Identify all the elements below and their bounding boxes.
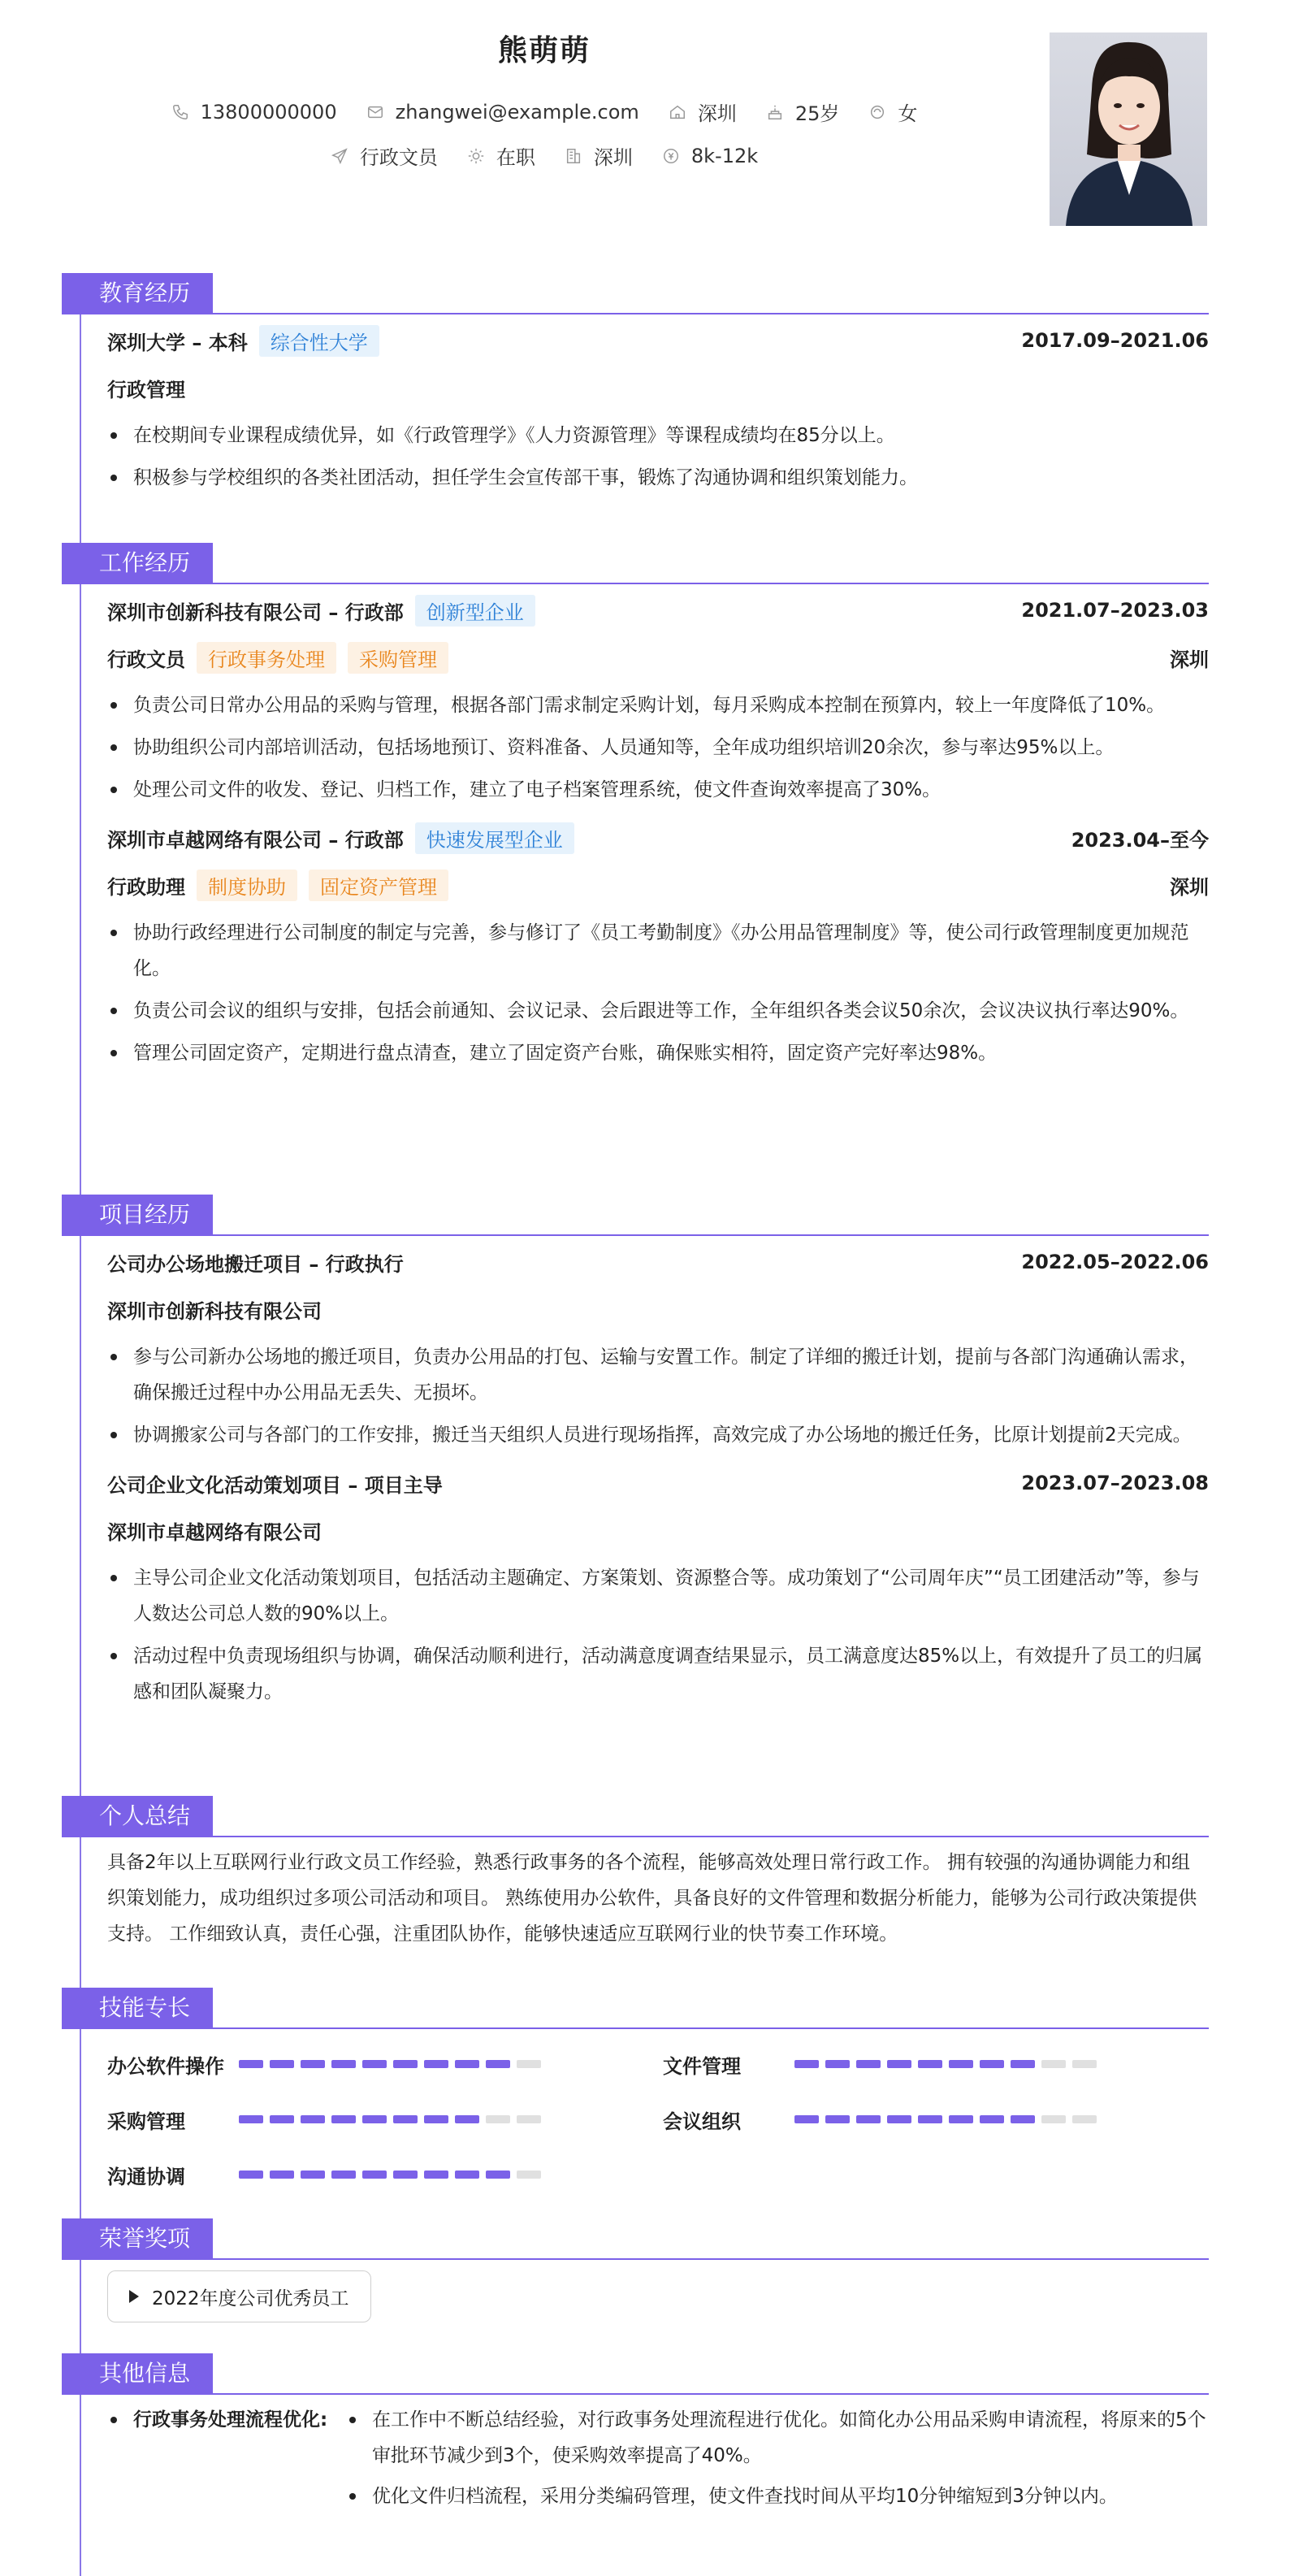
gender-item xyxy=(868,98,917,126)
list-item: 管理公司固定资产，定期进行盘点清查，建立了固定资产台账，确保账实相符，固定资产完好率达98%。 xyxy=(107,1035,1209,1071)
skill-level-bar xyxy=(239,2060,548,2068)
phone-item xyxy=(171,101,337,124)
award-item[interactable] xyxy=(107,2270,371,2322)
section-divider xyxy=(62,2393,1209,2395)
phone-text: 13800000000 xyxy=(200,100,337,124)
other-section xyxy=(62,2353,1209,2519)
education-title: 教育经历 xyxy=(62,273,213,314)
work-title: 工作经历 xyxy=(62,543,213,583)
skill-level-segment xyxy=(424,2060,448,2068)
major-name: 行政管理 xyxy=(107,378,185,401)
triangle-right-icon xyxy=(129,2290,139,2303)
section-divider xyxy=(62,1234,1209,1236)
skill-level-bar xyxy=(239,2171,548,2179)
list-item: 协助行政经理进行公司制度的制定与完善，参与修订了《员工考勤制度》《办公用品管理制度》等，使公司行政管理制度更加规范化。 xyxy=(107,915,1209,987)
skill-level-segment xyxy=(362,2060,387,2068)
skill-level-segment xyxy=(794,2115,819,2123)
skill-level-segment xyxy=(393,2060,418,2068)
phone-icon xyxy=(171,103,189,121)
skills-section xyxy=(62,1988,1209,2189)
summary-header xyxy=(62,1796,1209,1837)
role-name: 行政助理 xyxy=(107,875,185,899)
skill-level-segment xyxy=(301,2115,325,2123)
section-divider xyxy=(62,583,1209,584)
list-item: 负责公司日常办公用品的采购与管理，根据各部门需求制定采购计划，每月采购成本控制在预算内，较上一年度降低了10%。 xyxy=(107,687,1209,723)
skill-level-segment xyxy=(239,2060,263,2068)
company-name: 深圳市卓越网络有限公司 – 行政部 xyxy=(107,828,404,852)
role-skill-tag: 行政事务处理 xyxy=(197,642,336,674)
honors-header xyxy=(62,2218,1209,2259)
list-item: 协调搬家公司与各部门的工作安排，搬迁当天组织人员进行现场指挥，高效完成了办公场地的搬迁任务，比原计划提前2天完成。 xyxy=(107,1417,1209,1453)
skill-level-segment xyxy=(918,2060,942,2068)
skill-level-segment xyxy=(270,2060,294,2068)
skill-level-segment xyxy=(331,2171,356,2179)
position-text: 行政文员 xyxy=(359,146,438,169)
candidate-name: 熊萌萌 xyxy=(497,34,591,67)
education-section xyxy=(62,273,1209,502)
role-skill-tag: 固定资产管理 xyxy=(309,870,448,901)
skill-level-segment xyxy=(1072,2060,1097,2068)
summary-title: 个人总结 xyxy=(62,1796,213,1837)
project-company-row xyxy=(107,1507,1209,1554)
section-divider xyxy=(62,2027,1209,2029)
skill-level-segment xyxy=(825,2115,850,2123)
salary-icon xyxy=(662,147,680,165)
list-item: 处理公司文件的收发、登记、归档工作，建立了电子档案管理系统，使文件查询效率提高了30%。 xyxy=(107,772,1209,808)
email-item xyxy=(366,101,639,124)
skill-level-segment xyxy=(918,2115,942,2123)
award-text: 2022年度公司优秀员工 xyxy=(152,2288,349,2309)
skill-name: 文件管理 xyxy=(663,2054,741,2078)
age-item xyxy=(766,98,840,126)
project-name: 公司企业文化活动策划项目 – 项目主导 xyxy=(107,1473,443,1497)
education-header xyxy=(62,273,1209,314)
section-divider xyxy=(62,313,1209,314)
role-skill-tag: 采购管理 xyxy=(348,642,448,674)
gender-text: 女 xyxy=(898,102,918,125)
skill-level-segment xyxy=(856,2115,881,2123)
skill-level-segment xyxy=(517,2060,541,2068)
skill-level-bar xyxy=(794,2115,1103,2123)
project-company: 深圳市创新科技有限公司 xyxy=(107,1299,322,1323)
skill-level-segment xyxy=(1041,2115,1066,2123)
skills-title: 技能专长 xyxy=(62,1988,213,2028)
other-title: 其他信息 xyxy=(62,2353,213,2394)
company-name: 深圳市创新科技有限公司 – 行政部 xyxy=(107,601,404,624)
skill-level-segment xyxy=(270,2115,294,2123)
skill-name: 办公软件操作 xyxy=(107,2054,224,2078)
city-text: 深圳 xyxy=(593,146,633,169)
skill-item xyxy=(107,2105,663,2134)
skills-grid xyxy=(107,2049,1209,2189)
skill-level-segment xyxy=(1011,2115,1035,2123)
project-date: 2023.07–2023.08 xyxy=(1021,1472,1209,1494)
salary-item xyxy=(662,145,758,167)
honors-section xyxy=(62,2218,1209,2322)
skill-level-segment xyxy=(393,2171,418,2179)
job-date: 2021.07–2023.03 xyxy=(1021,599,1209,622)
skill-item xyxy=(107,2049,663,2079)
skill-level-segment xyxy=(856,2060,881,2068)
skill-name: 沟通协调 xyxy=(107,2165,185,2188)
list-item: 优化文件归档流程，采用分类编码管理，使文件查找时间从平均10分钟缩短到3分钟以内。 xyxy=(346,2478,1209,2514)
school-name: 深圳大学 – 本科 xyxy=(107,331,248,354)
skill-level-segment xyxy=(1072,2115,1097,2123)
skill-level-segment xyxy=(486,2115,510,2123)
skill-level-segment xyxy=(362,2171,387,2179)
job-city: 深圳 xyxy=(1170,648,1209,671)
education-date: 2017.09–2021.06 xyxy=(1021,329,1209,352)
section-divider xyxy=(62,2258,1209,2260)
gender-icon xyxy=(868,103,886,121)
list-item: 活动过程中负责现场组织与协调，确保活动顺利进行，活动满意度调查结果显示，员工满意度达85%以上，有效提升了员工的归属感和团队凝聚力。 xyxy=(107,1638,1209,1710)
position-item xyxy=(331,141,438,170)
skill-level-segment xyxy=(517,2115,541,2123)
list-item: 主导公司企业文化活动策划项目，包括活动主题确定、方案策划、资源整合等。成功策划了“公司周年庆”“员工团建活动”等，参与人数达公司总人数的90%以上。 xyxy=(107,1560,1209,1632)
skill-level-segment xyxy=(301,2171,325,2179)
other-label: 行政事务处理流程优化: xyxy=(107,2402,346,2519)
role-row xyxy=(107,861,1209,909)
projects-section xyxy=(62,1195,1209,1716)
project-company-row xyxy=(107,1286,1209,1333)
skill-level-segment xyxy=(980,2115,1004,2123)
role-skill-tag: 制度协助 xyxy=(197,870,297,901)
location-item xyxy=(669,98,737,126)
work-section xyxy=(62,543,1209,1078)
job-date: 2023.04–至今 xyxy=(1071,828,1209,852)
project-date: 2022.05–2022.06 xyxy=(1021,1251,1209,1273)
skill-level-segment xyxy=(455,2060,479,2068)
skill-item xyxy=(663,2049,1150,2079)
skill-level-segment xyxy=(455,2115,479,2123)
skill-level-segment xyxy=(239,2115,263,2123)
skill-level-segment xyxy=(455,2171,479,2179)
role-row xyxy=(107,634,1209,681)
skill-level-segment xyxy=(517,2171,541,2179)
skill-level-segment xyxy=(331,2060,356,2068)
skill-level-segment xyxy=(794,2060,819,2068)
honors-title: 荣誉奖项 xyxy=(62,2218,213,2259)
building-icon xyxy=(565,147,582,165)
skill-level-segment xyxy=(1041,2060,1066,2068)
list-item: 在工作中不断总结经验，对行政事务处理流程进行优化。如简化办公用品采购申请流程，将原来的5个审批环节减少到3个，使采购效率提高了40%。 xyxy=(346,2402,1209,2474)
profile-photo xyxy=(1050,33,1207,226)
skill-level-bar xyxy=(239,2115,548,2123)
skill-level-segment xyxy=(362,2115,387,2123)
skill-level-segment xyxy=(887,2060,911,2068)
salary-text: 8k-12k xyxy=(690,144,759,167)
status-icon xyxy=(467,147,485,165)
skill-level-segment xyxy=(949,2060,973,2068)
list-item: 协助组织公司内部培训活动，包括场地预订、资料准备、人员通知等，全年成功组织培训20余次，参与率达95%以上。 xyxy=(107,730,1209,765)
project-row xyxy=(107,1238,1209,1286)
skill-level-segment xyxy=(825,2060,850,2068)
skill-item xyxy=(107,2160,663,2189)
projects-title: 项目经历 xyxy=(62,1195,213,1235)
send-icon xyxy=(331,147,348,165)
email-text: zhangwei@example.com xyxy=(395,100,639,124)
projects-header xyxy=(62,1195,1209,1235)
school-tag: 综合性大学 xyxy=(259,325,379,357)
skill-level-bar xyxy=(794,2060,1103,2068)
list-item: 积极参与学校组织的各类社团活动，担任学生会宣传部干事，锻炼了沟通协调和组织策划能力。 xyxy=(107,460,1209,496)
list-item: 在校期间专业课程成绩优异，如《行政管理学》《人力资源管理》等课程成绩均在85分以上。 xyxy=(107,418,1209,453)
list-item: 参与公司新办公场地的搬迁项目，负责办公用品的打包、运输与安置工作。制定了详细的搬迁计划，提前与各部门沟通确认需求，确保搬迁过程中办公用品无丢失、无损坏。 xyxy=(107,1339,1209,1411)
age-icon xyxy=(766,103,784,121)
skill-level-segment xyxy=(887,2115,911,2123)
other-header xyxy=(62,2353,1209,2394)
status-text: 在职 xyxy=(496,146,535,169)
skill-level-segment xyxy=(331,2115,356,2123)
home-icon xyxy=(669,103,686,121)
skill-level-segment xyxy=(424,2115,448,2123)
skill-name: 会议组织 xyxy=(663,2110,741,2133)
skill-level-segment xyxy=(980,2060,1004,2068)
skill-level-segment xyxy=(270,2171,294,2179)
job-row xyxy=(107,587,1209,634)
summary-section xyxy=(62,1796,1209,1952)
summary-text: 具备2年以上互联网行业行政文员工作经验，熟悉行政事务的各个流程，能够高效处理日常行政工作。 拥有较强的沟通协调能力和组织策划能力，成功组织过多项公司活动和项目。 熟练使用办公软件，具备良好的文件管理和数据分析能力，能够为公司行政决策提供支持。 工作细致认真，责任心强，注重团队协作，能够快速适应互联网行业的快节奏工作环境。 xyxy=(107,1852,1197,1945)
education-row xyxy=(107,317,1209,364)
skill-level-segment xyxy=(949,2115,973,2123)
resume-header xyxy=(0,0,1290,244)
location-text: 深圳 xyxy=(697,102,737,125)
mail-icon xyxy=(366,103,384,121)
role-name: 行政文员 xyxy=(107,648,185,671)
skill-level-segment xyxy=(486,2060,510,2068)
major-row xyxy=(107,364,1209,411)
skill-level-segment xyxy=(393,2115,418,2123)
skill-level-segment xyxy=(424,2171,448,2179)
skill-level-segment xyxy=(486,2171,510,2179)
list-item: 负责公司会议的组织与安排，包括会前通知、会议记录、会后跟进等工作，全年组织各类会议50余次，会议决议执行率达90%。 xyxy=(107,993,1209,1029)
project-row xyxy=(107,1459,1209,1507)
skills-header xyxy=(62,1988,1209,2028)
skill-level-segment xyxy=(1011,2060,1035,2068)
other-item xyxy=(107,2402,1209,2519)
contact-row xyxy=(0,98,1089,126)
project-company: 深圳市卓越网络有限公司 xyxy=(107,1520,322,1544)
work-header xyxy=(62,543,1209,583)
project-name: 公司办公场地搬迁项目 – 行政执行 xyxy=(107,1252,404,1276)
city-item xyxy=(565,141,633,170)
status-item xyxy=(467,141,535,170)
skill-level-segment xyxy=(239,2171,263,2179)
job-row xyxy=(107,814,1209,861)
skill-item xyxy=(663,2105,1150,2134)
skill-name: 采购管理 xyxy=(107,2110,185,2133)
age-text: 25岁 xyxy=(794,102,840,125)
section-divider xyxy=(62,1836,1209,1837)
job-intent-row xyxy=(0,141,1089,170)
company-tag: 快速发展型企业 xyxy=(415,822,574,854)
job-city: 深圳 xyxy=(1170,875,1209,899)
skill-level-segment xyxy=(301,2060,325,2068)
company-tag: 创新型企业 xyxy=(415,595,535,627)
